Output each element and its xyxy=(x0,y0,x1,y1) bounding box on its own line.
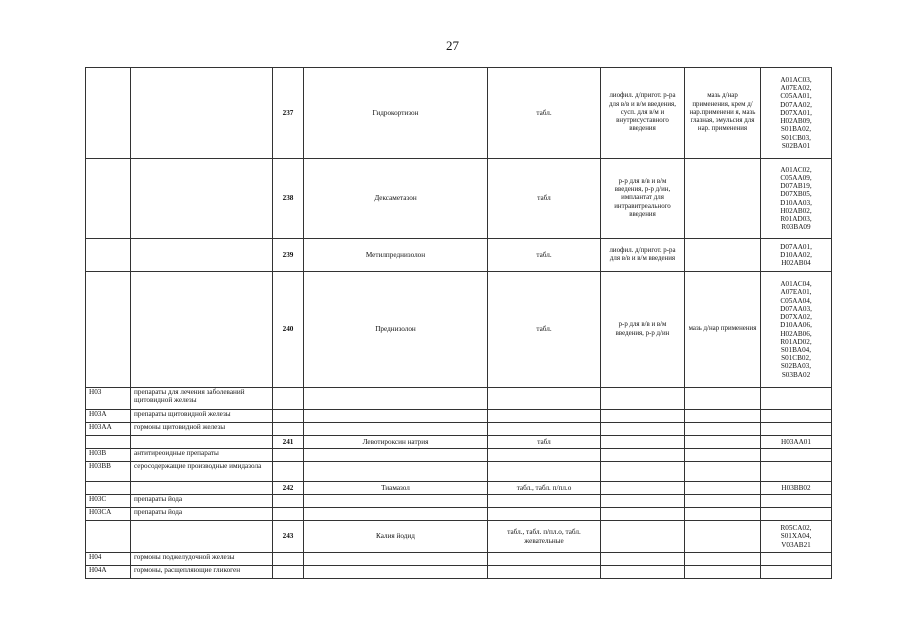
group-name: антитиреоидные препараты xyxy=(131,449,273,462)
group-code: H03B xyxy=(86,449,131,462)
drug-name xyxy=(304,410,488,423)
dosage-form-topical xyxy=(685,495,761,508)
row-number xyxy=(273,566,304,579)
row-number: 239 xyxy=(273,239,304,272)
atc-codes: D07AA01, D10AA02, H02AB04 xyxy=(761,239,832,272)
row-number xyxy=(273,423,304,436)
drug-name: Тиамазол xyxy=(304,482,488,495)
group-code: H03AA xyxy=(86,423,131,436)
dosage-form-injection xyxy=(601,566,685,579)
group-code: H03C xyxy=(86,495,131,508)
drug-name: Гидрокортизон xyxy=(304,68,488,159)
row-number: 238 xyxy=(273,159,304,239)
dosage-form-topical xyxy=(685,521,761,553)
dosage-form-injection xyxy=(601,436,685,449)
dosage-form-injection xyxy=(601,495,685,508)
dosage-form-topical xyxy=(685,423,761,436)
dosage-form-oral xyxy=(488,449,601,462)
dosage-form-topical xyxy=(685,566,761,579)
atc-codes: A01AC03, A07EA02, C05AA01, D07AA02, D07XA01, H02AB09, S01BA02, S01CB03, S02BA01 xyxy=(761,68,832,159)
dosage-form-injection xyxy=(601,388,685,410)
atc-codes xyxy=(761,449,832,462)
table-row xyxy=(86,482,832,495)
dosage-form-injection: р-р для в/в и в/м введения, р-р д/ин xyxy=(601,272,685,388)
dosage-form-topical xyxy=(685,449,761,462)
atc-codes xyxy=(761,508,832,521)
row-number xyxy=(273,508,304,521)
dosage-form-oral xyxy=(488,508,601,521)
dosage-form-oral xyxy=(488,388,601,410)
dosage-form-topical xyxy=(685,482,761,495)
group-code xyxy=(86,68,131,159)
group-name xyxy=(131,68,273,159)
dosage-form-topical xyxy=(685,410,761,423)
dosage-form-oral xyxy=(488,462,601,482)
group-name: гормоны поджелудочной железы xyxy=(131,553,273,566)
group-name: препараты для лечения заболеваний щитовидной железы xyxy=(131,388,273,410)
dosage-form-injection: лиофил. д/пригот. р-ра для в/в и в/м введения, сусп. для в/м и внутрисуставного введения xyxy=(601,68,685,159)
table-row xyxy=(86,462,832,482)
dosage-form-oral xyxy=(488,553,601,566)
group-code: H03 xyxy=(86,388,131,410)
dosage-form-topical: мазь д/нар применения, крем д/нар.применени я, мазь глазная, эмульсия для нар. применения xyxy=(685,68,761,159)
dosage-form-topical: мазь д/нар применения xyxy=(685,272,761,388)
atc-codes xyxy=(761,462,832,482)
group-code xyxy=(86,436,131,449)
group-name xyxy=(131,436,273,449)
row-number xyxy=(273,388,304,410)
dosage-form-oral xyxy=(488,495,601,508)
dosage-form-oral: табл xyxy=(488,159,601,239)
table-row xyxy=(86,272,832,388)
table-row xyxy=(86,495,832,508)
atc-codes xyxy=(761,410,832,423)
group-name: препараты йода xyxy=(131,495,273,508)
table-row xyxy=(86,68,832,159)
drug-name xyxy=(304,553,488,566)
dosage-form-topical xyxy=(685,508,761,521)
atc-codes xyxy=(761,388,832,410)
dosage-form-injection xyxy=(601,521,685,553)
drug-name: Преднизолон xyxy=(304,272,488,388)
table-row xyxy=(86,239,832,272)
atc-codes xyxy=(761,553,832,566)
row-number xyxy=(273,462,304,482)
row-number: 241 xyxy=(273,436,304,449)
group-name xyxy=(131,482,273,495)
atc-codes: A01AC04, A07EA01, C05AA04, D07AA03, D07XA02, D10AA06, H02AB06, R01AD02, S01BA04, S01CB02, S02BA03, S03BA02 xyxy=(761,272,832,388)
dosage-form-injection xyxy=(601,410,685,423)
group-code: H04A xyxy=(86,566,131,579)
group-name xyxy=(131,521,273,553)
group-code: H04 xyxy=(86,553,131,566)
dosage-form-injection xyxy=(601,423,685,436)
atc-codes: H03BB02 xyxy=(761,482,832,495)
page-number: 27 xyxy=(446,38,459,53)
dosage-form-oral xyxy=(488,423,601,436)
row-number: 240 xyxy=(273,272,304,388)
dosage-form-topical xyxy=(685,239,761,272)
dosage-form-topical xyxy=(685,388,761,410)
atc-codes: A01AC02, C05AA09, D07AB19, D07XB05, D10AA03, H02AB02, R01AD03, R03BA09 xyxy=(761,159,832,239)
dosage-form-topical xyxy=(685,462,761,482)
dosage-form-oral: табл xyxy=(488,436,601,449)
table-row xyxy=(86,388,832,410)
dosage-form-topical xyxy=(685,553,761,566)
drug-name xyxy=(304,566,488,579)
drug-name xyxy=(304,495,488,508)
atc-codes xyxy=(761,566,832,579)
group-code xyxy=(86,482,131,495)
row-number: 237 xyxy=(273,68,304,159)
dosage-form-injection xyxy=(601,462,685,482)
drug-name xyxy=(304,388,488,410)
table-row xyxy=(86,521,832,553)
table-row xyxy=(86,508,832,521)
drug-name xyxy=(304,449,488,462)
atc-codes xyxy=(761,495,832,508)
table-row xyxy=(86,566,832,579)
row-number: 242 xyxy=(273,482,304,495)
group-name: гормоны, расщепляющие гликоген xyxy=(131,566,273,579)
dosage-form-topical xyxy=(685,159,761,239)
group-name xyxy=(131,272,273,388)
group-name xyxy=(131,159,273,239)
drug-name xyxy=(304,462,488,482)
group-name: гормоны щитовидной железы xyxy=(131,423,273,436)
drug-name xyxy=(304,423,488,436)
dosage-form-oral: табл. xyxy=(488,239,601,272)
table-row xyxy=(86,159,832,239)
dosage-form-injection xyxy=(601,553,685,566)
drug-name: Калия йодид xyxy=(304,521,488,553)
table-row xyxy=(86,436,832,449)
drug-table xyxy=(85,67,832,579)
atc-codes: H03AA01 xyxy=(761,436,832,449)
dosage-form-oral: табл., табл. п/пл.о xyxy=(488,482,601,495)
dosage-form-oral: табл. xyxy=(488,272,601,388)
table-row xyxy=(86,449,832,462)
group-name xyxy=(131,239,273,272)
dosage-form-oral xyxy=(488,566,601,579)
drug-name xyxy=(304,508,488,521)
group-name: препараты щитовидной железы xyxy=(131,410,273,423)
dosage-form-topical xyxy=(685,436,761,449)
group-code: H03A xyxy=(86,410,131,423)
group-code: H03CA xyxy=(86,508,131,521)
dosage-form-oral: табл. xyxy=(488,68,601,159)
table-row xyxy=(86,410,832,423)
dosage-form-injection xyxy=(601,508,685,521)
row-number xyxy=(273,449,304,462)
drug-name: Левотироксин натрия xyxy=(304,436,488,449)
group-code: H03BB xyxy=(86,462,131,482)
group-name: препараты йода xyxy=(131,508,273,521)
table-row xyxy=(86,553,832,566)
dosage-form-injection: р-р для в/в и в/м введения, р-р д/ин, имплантат для интравитреального введения xyxy=(601,159,685,239)
group-code xyxy=(86,159,131,239)
table-row xyxy=(86,423,832,436)
row-number xyxy=(273,553,304,566)
row-number: 243 xyxy=(273,521,304,553)
row-number xyxy=(273,410,304,423)
drug-name: Метилпреднизолон xyxy=(304,239,488,272)
dosage-form-injection xyxy=(601,482,685,495)
atc-codes: R05CA02, S01XA04, V03AB21 xyxy=(761,521,832,553)
group-code xyxy=(86,521,131,553)
group-code xyxy=(86,239,131,272)
group-name: серосодержащие производные имидазола xyxy=(131,462,273,482)
dosage-form-oral xyxy=(488,410,601,423)
atc-codes xyxy=(761,423,832,436)
dosage-form-injection xyxy=(601,449,685,462)
group-code xyxy=(86,272,131,388)
drug-name: Дексаметазон xyxy=(304,159,488,239)
dosage-form-injection: лиофил. д/пригот. р-ра для в/в и в/м введения xyxy=(601,239,685,272)
row-number xyxy=(273,495,304,508)
dosage-form-oral: табл., табл. п/пл.о, табл. жевательные xyxy=(488,521,601,553)
